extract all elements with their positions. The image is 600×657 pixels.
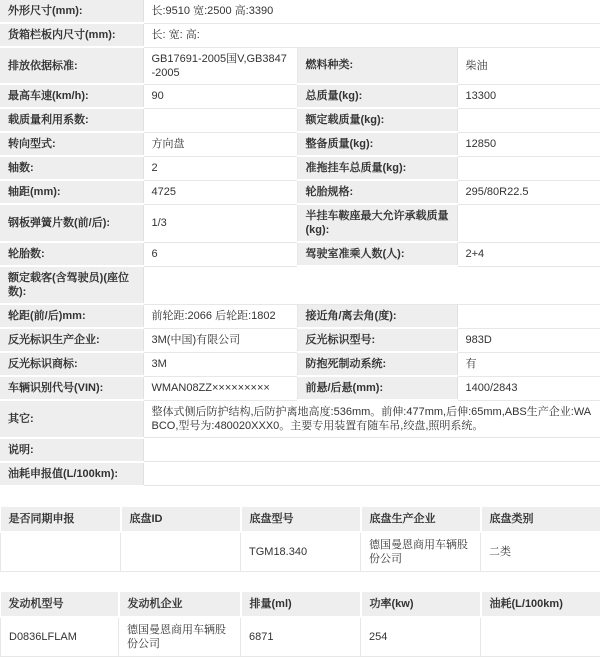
spec-label: 车辆识别代号(VIN): [0, 376, 143, 400]
chassis-data-cell [1, 532, 121, 572]
spec-label: 防抱死制动系统: [297, 352, 457, 376]
spec-row [0, 266, 600, 304]
engine-header-cell: 排量(ml) [241, 592, 361, 617]
spec-value: 12850 [457, 132, 600, 156]
spec-label: 整备质量(kg): [297, 132, 457, 156]
spec-row [0, 376, 600, 400]
spec-value [457, 204, 600, 242]
spec-value: 1/3 [143, 204, 297, 242]
spec-label: 其它: [0, 400, 143, 438]
spec-label: 前悬/后悬(mm): [297, 376, 457, 400]
spec-row [0, 462, 600, 486]
spec-label: 额定载客(含驾驶员)(座位数): [0, 266, 143, 304]
spec-label: 载质量利用系数: [0, 108, 143, 132]
spec-label: 接近角/离去角(度): [297, 304, 457, 328]
spec-row [0, 84, 600, 108]
spec-value: GB17691-2005国V,GB3847-2005 [143, 47, 297, 84]
spec-value: 6 [143, 242, 297, 266]
engine-header-cell: 发动机企业 [119, 592, 241, 617]
chassis-data-row [1, 532, 600, 572]
spec-value: 2+4 [457, 242, 600, 266]
chassis-data-cell: 德国曼恩商用车辆股份公司 [361, 532, 481, 572]
spec-row [0, 156, 600, 180]
spec-value: 长:9510 宽:2500 高:3390 [143, 0, 600, 23]
spec-row [0, 180, 600, 204]
spec-label: 准拖挂车总质量(kg): [297, 156, 457, 180]
engine-header-cell: 发动机型号 [1, 592, 119, 617]
spec-row [0, 47, 600, 84]
spec-row [0, 0, 600, 23]
engine-data-cell: 254 [361, 617, 481, 657]
spec-row [0, 23, 600, 47]
spec-label: 半挂车鞍座最大允许承载质量(kg): [297, 204, 457, 242]
engine-header-row [1, 592, 600, 617]
spec-label: 驾驶室准乘人数(人): [297, 242, 457, 266]
spec-label: 轮胎规格: [297, 180, 457, 204]
spec-label: 反光标识生产企业: [0, 328, 143, 352]
spec-value: 2 [143, 156, 297, 180]
spec-row [0, 438, 600, 462]
spec-value: 方向盘 [143, 132, 297, 156]
spec-label: 反光标识商标: [0, 352, 143, 376]
engine-header-cell: 油耗(L/100km) [481, 592, 600, 617]
engine-table-body [1, 617, 600, 657]
spec-label: 额定载质量(kg): [297, 108, 457, 132]
spec-label: 轮胎数: [0, 242, 143, 266]
engine-data-cell: 6871 [241, 617, 361, 657]
spacer [0, 572, 600, 592]
spec-label: 轴数: [0, 156, 143, 180]
spacer [0, 487, 600, 507]
spec-value [143, 108, 297, 132]
chassis-header-row [1, 507, 600, 532]
spec-value: 295/80R22.5 [457, 180, 600, 204]
spec-row [0, 304, 600, 328]
spec-row [0, 204, 600, 242]
spec-value [143, 462, 600, 486]
spec-value: 3M [143, 352, 297, 376]
engine-data-row [1, 617, 600, 657]
engine-header-cell: 功率(kw) [361, 592, 481, 617]
chassis-header-cell: 底盘生产企业 [361, 507, 481, 532]
spec-value: 13300 [457, 84, 600, 108]
spec-row [0, 328, 600, 352]
spec-value: 983D [457, 328, 600, 352]
spec-value: 整体式侧后防护结构,后防护离地高度:536mm。前伸:477mm,后伸:65mm,ABS生产企业:WABCO,型号为:480020XXX0。主要专用装置有随车吊,绞盘,照明系统。 [143, 400, 600, 438]
spec-label: 外形尺寸(mm): [0, 0, 143, 23]
spec-row [0, 242, 600, 266]
spec-value [457, 156, 600, 180]
spec-row [0, 132, 600, 156]
chassis-table-body [1, 532, 600, 572]
spec-value: 3M(中国)有限公司 [143, 328, 297, 352]
spec-label: 轮距(前/后)mm: [0, 304, 143, 328]
spec-label: 燃料种类: [297, 47, 457, 84]
spec-value: 90 [143, 84, 297, 108]
chassis-table [0, 507, 600, 572]
spec-row [0, 400, 600, 438]
spec-label: 反光标识型号: [297, 328, 457, 352]
spec-label: 钢板弹簧片数(前/后): [0, 204, 143, 242]
spec-value [457, 304, 600, 328]
chassis-table-head [1, 507, 600, 532]
spec-label: 货箱栏板内尺寸(mm): [0, 23, 143, 47]
chassis-data-cell [121, 532, 241, 572]
spec-value [457, 108, 600, 132]
spec-value: 1400/2843 [457, 376, 600, 400]
spec-label: 转向型式: [0, 132, 143, 156]
spec-value [143, 266, 600, 304]
spec-label: 总质量(kg): [297, 84, 457, 108]
spec-row [0, 352, 600, 376]
chassis-header-cell: 底盘类别 [481, 507, 600, 532]
spec-label: 轴距(mm): [0, 180, 143, 204]
engine-data-cell [481, 617, 600, 657]
engine-data-cell: 德国曼恩商用车辆股份公司 [119, 617, 241, 657]
engine-table [0, 592, 600, 657]
spec-label: 油耗申报值(L/100km): [0, 462, 143, 486]
spec-value: 长: 宽: 高: [143, 23, 600, 47]
engine-table-head [1, 592, 600, 617]
spec-value: 有 [457, 352, 600, 376]
engine-data-cell: D0836LFLAM [1, 617, 119, 657]
spec-value: 4725 [143, 180, 297, 204]
chassis-header-cell: 底盘ID [121, 507, 241, 532]
spec-row [0, 108, 600, 132]
spec-label: 排放依据标准: [0, 47, 143, 84]
chassis-data-cell: 二类 [481, 532, 600, 572]
spec-value: 前轮距:2066 后轮距:1802 [143, 304, 297, 328]
chassis-header-cell: 底盘型号 [241, 507, 361, 532]
chassis-header-cell: 是否同期申报 [1, 507, 121, 532]
spec-value: WMAN08ZZ××××××××× [143, 376, 297, 400]
spec-value: 柴油 [457, 47, 600, 84]
spec-label: 最高车速(km/h): [0, 84, 143, 108]
chassis-data-cell: TGM18.340 [241, 532, 361, 572]
spec-label: 说明: [0, 438, 143, 462]
spec-value [143, 438, 600, 462]
